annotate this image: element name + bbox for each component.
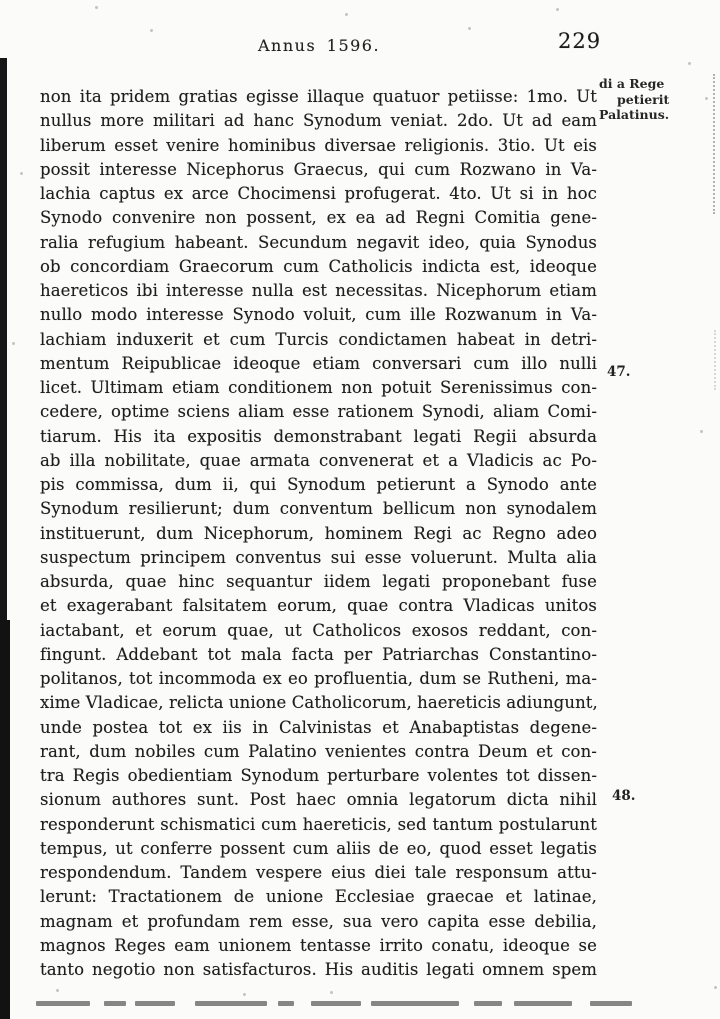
text-line: responderunt schismatici cum haereticis, sed tantum postularunt xyxy=(40,814,597,834)
text-line: unde postea tot ex iis in Calvinistas et Anabaptistas degene- xyxy=(40,717,597,737)
scan-edge-artifact xyxy=(713,74,715,214)
text-line: respondendum. Tandem vespere eius diei tale responsum attu- xyxy=(40,863,597,882)
text-line: suspectum principem conventus sui esse voluerunt. Multa alia xyxy=(40,547,597,567)
text-line: possit interesse Nicephorus Graecus, qui cum Rozwano in Va- xyxy=(40,159,597,179)
scan-speck xyxy=(468,27,471,30)
text-line: absurda, quae hinc sequantur iidem legati proponebant fuse xyxy=(40,572,597,591)
scan-dash xyxy=(371,1001,459,1006)
text-line: cedere, optime sciens aliam esse rationem Synodi, aliam Comi- xyxy=(40,402,597,422)
text-line: fingunt. Addebant tot mala facta per Patriarchas Constantino- xyxy=(40,644,597,664)
scan-edge-artifact xyxy=(714,330,716,390)
margin-section-number: 48. xyxy=(612,788,636,804)
text-line: Synodum resilierunt; dum conventum bellicum non synodalem xyxy=(40,499,597,519)
text-line: non ita pridem gratias egisse illaque quatuor petiisse: 1mo. Ut xyxy=(40,87,597,106)
scan-speck xyxy=(56,989,59,992)
scan-dash xyxy=(474,1001,502,1006)
scan-speck xyxy=(20,172,23,175)
scan-dash xyxy=(135,1001,175,1006)
running-header: Annus 1596. xyxy=(258,36,381,55)
text-line: sionum authores sunt. Post haec omnia legatorum dicta nihil xyxy=(40,790,597,810)
scan-speck xyxy=(243,993,246,996)
scan-edge-artifact xyxy=(0,620,10,1019)
scan-dash xyxy=(36,1001,90,1006)
text-line: xime Vladicae, relicta unione Catholicorum, haereticis adiungunt, xyxy=(40,693,598,713)
text-line: Synodo convenire non possent, ex ea ad Regni Comitia gene- xyxy=(40,208,597,228)
text-line: tempus, ut conferre possent cum aliis de eo, quod esset legatis xyxy=(40,838,597,858)
scan-speck xyxy=(345,13,348,16)
text-line: rant, dum nobiles cum Palatino venientes contra Deum et con- xyxy=(40,741,597,761)
text-line: licet. Ultimam etiam conditionem non potuit Serenissimus con- xyxy=(40,378,597,397)
scan-speck xyxy=(95,6,98,9)
scan-speck xyxy=(330,991,333,994)
margin-note-line: Palatinus. xyxy=(599,107,670,122)
margin-section-number: 47. xyxy=(607,364,631,380)
scan-dash xyxy=(590,1001,632,1006)
margin-note-line: petierit xyxy=(617,91,670,107)
scan-speck xyxy=(714,986,717,989)
text-line: lerunt: Tractationem de unione Ecclesiae graecae et latinae, xyxy=(40,887,597,907)
text-line: tanto negotio non satisfacturos. His auditis legati omnem spem xyxy=(40,960,597,979)
text-line: iactabant, et eorum quae, ut Catholicos exosos reddant, con- xyxy=(40,620,597,640)
scan-speck xyxy=(688,62,691,65)
margin-note-line: di a Rege xyxy=(599,76,665,91)
page-number: 229 xyxy=(558,29,602,53)
text-line: tiarum. His ita expositis demonstrabant legati Regii absurda xyxy=(40,426,597,446)
scan-dash xyxy=(311,1001,361,1006)
body-text-block xyxy=(40,85,597,982)
text-line: lachiam induxerit et cum Turcis condictamen habeat in detri- xyxy=(40,329,597,349)
scan-dash xyxy=(278,1001,294,1006)
scan-speck xyxy=(12,342,15,345)
text-line: liberum esset venire hominibus diversae religionis. 3tio. Ut eis xyxy=(40,135,597,155)
scan-dash xyxy=(195,1001,267,1006)
scan-speck xyxy=(700,430,703,433)
text-line: mentum Reipublicae ideoque etiam conversari cum illo nulli xyxy=(40,353,597,373)
scan-speck xyxy=(705,97,708,100)
text-line: magnam et profundam rem esse, sua vero capita esse debilia, xyxy=(40,911,597,931)
scan-dash xyxy=(514,1001,572,1006)
text-line: pis commissa, dum ii, qui Synodum petierunt a Synodo ante xyxy=(40,475,597,494)
scan-speck xyxy=(150,29,153,32)
text-line: lachia captus ex arce Chocimensi profugerat. 4to. Ut si in hoc xyxy=(40,184,597,203)
text-line: tra Regis obedientiam Synodum perturbare volentes tot dissen- xyxy=(40,766,597,785)
text-line: ab illa nobilitate, quae armata convenerat et a Vladicis ac Po- xyxy=(40,450,597,470)
scan-dash xyxy=(104,1001,126,1006)
scan-bottom-edge-artifact xyxy=(36,1000,648,1006)
text-line: et exagerabant falsitatem eorum, quae contra Vladicas unitos xyxy=(40,596,597,616)
text-line: politanos, tot incommoda ex eo profluentia, dum se Rutheni, ma- xyxy=(40,669,597,688)
text-line: instituerunt, dum Nicephorum, hominem Regi ac Regno adeo xyxy=(40,523,597,543)
text-line: nullo modo interesse Synodo voluit, cum ille Rozwanum in Va- xyxy=(40,305,597,325)
text-line: haereticos ibi interesse nulla est necessitas. Nicephorum etiam xyxy=(40,281,597,300)
scan-speck xyxy=(556,8,559,11)
text-line: ralia refugium habeant. Secundum negavit ideo, quia Synodus xyxy=(40,232,597,252)
text-line: ob concordiam Graecorum cum Catholicis indicta est, ideoque xyxy=(40,256,597,276)
margin-note xyxy=(599,76,713,123)
text-line: magnos Reges eam unionem tentasse irrito conatu, ideoque se xyxy=(40,935,597,955)
text-line: nullus more militari ad hanc Synodum veniat. 2do. Ut ad eam xyxy=(40,111,597,131)
